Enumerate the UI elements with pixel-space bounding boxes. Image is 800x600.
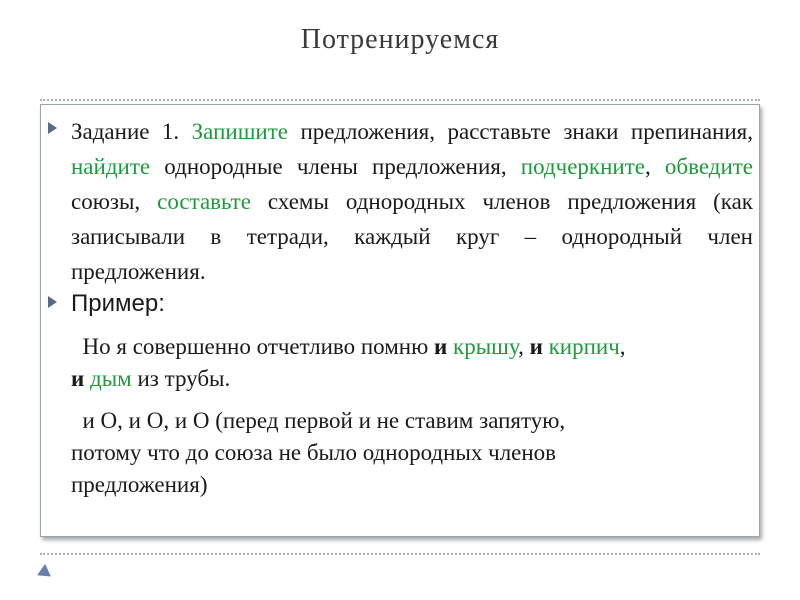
homogeneous-member: дым <box>90 366 132 391</box>
scheme-note <box>71 405 711 501</box>
example-part: , <box>619 334 626 359</box>
task-text <box>71 114 753 289</box>
task-verb-compose: составьте <box>157 189 251 214</box>
task-verb-write: Запишите <box>191 119 288 144</box>
task-verb-circle: обведите <box>664 154 754 179</box>
top-divider <box>40 99 760 101</box>
triangle-bullet-icon <box>48 296 57 308</box>
task-part: предложения, расставьте знаки препинания, <box>287 119 753 144</box>
note-line: и О, и О, и О (перед первой и не ставим запятую, <box>82 408 566 433</box>
homogeneous-member: кирпич <box>548 334 620 359</box>
example-part: , <box>518 334 530 359</box>
conjunction: и <box>71 366 85 391</box>
note-line: предложения) <box>71 472 208 497</box>
homogeneous-member: крышу <box>453 334 519 359</box>
slide-title: Потренируемся <box>300 24 500 55</box>
task-part: Задание 1. <box>71 119 192 144</box>
task-part: схемы однородных членов предложения (как записывали в тетради, каждый круг – однородный член предложения. <box>71 189 753 284</box>
task-verb-underline: подчеркните <box>520 154 645 179</box>
triangle-bullet-icon <box>48 122 57 134</box>
arrow-icon[interactable] <box>37 564 55 582</box>
task-part: , <box>644 154 665 179</box>
example-sentence <box>71 331 761 395</box>
note-line: потому что до союза не было однородных членов <box>71 440 557 465</box>
example-part: Но я совершенно отчетливо помню <box>82 334 435 359</box>
conjunction: и <box>434 334 448 359</box>
conjunction: и <box>529 334 543 359</box>
bottom-divider <box>40 553 760 555</box>
task-part: однородные члены предложения, <box>150 154 521 179</box>
task-part: союзы, <box>71 189 158 214</box>
example-part: из трубы. <box>131 366 231 391</box>
example-label: Пример: <box>71 290 165 317</box>
task-verb-find: найдите <box>71 154 151 179</box>
